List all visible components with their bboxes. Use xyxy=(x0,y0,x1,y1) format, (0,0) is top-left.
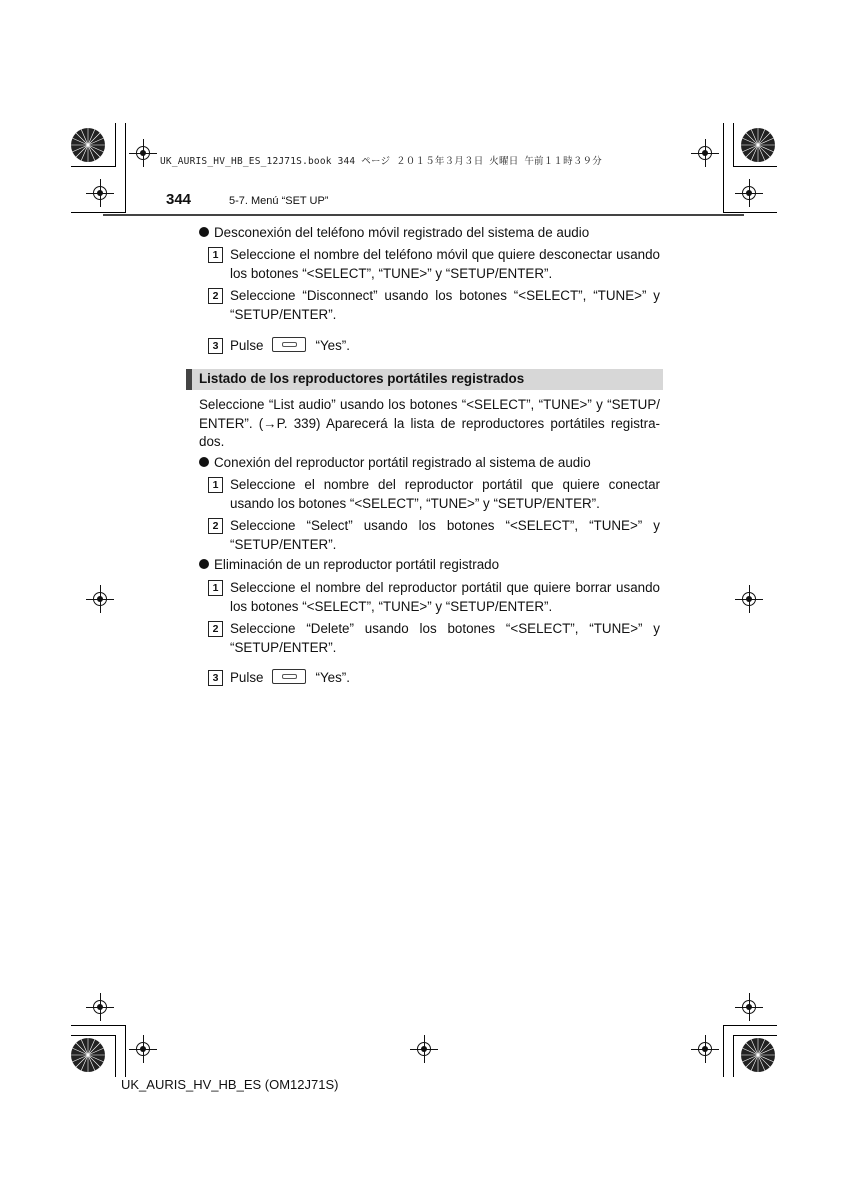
section-reference: 5-7. Menú “SET UP” xyxy=(229,195,329,207)
step-number: 3 xyxy=(208,338,223,354)
crop-mark xyxy=(115,123,116,167)
step-text: Pulse xyxy=(230,670,264,685)
step-item xyxy=(208,476,660,513)
step-number: 2 xyxy=(208,518,223,534)
crop-mark xyxy=(723,123,724,213)
crop-mark xyxy=(115,1035,116,1077)
bullet-dot-icon xyxy=(199,227,209,237)
bullet-text: Conexión del reproductor portátil registrado al sistema de audio xyxy=(214,455,591,470)
registration-mark-icon xyxy=(129,139,157,167)
step-number: 3 xyxy=(208,670,223,686)
step-item xyxy=(208,287,660,324)
crop-mark xyxy=(125,123,126,213)
step-item xyxy=(208,337,660,356)
step-text-post: “Yes”. xyxy=(315,338,350,353)
step-text: Pulse xyxy=(230,338,264,353)
bullet-item xyxy=(199,224,589,242)
registration-mark-icon xyxy=(410,1035,438,1063)
registration-mark-icon xyxy=(129,1035,157,1063)
step-item xyxy=(208,517,660,554)
bullet-text: Desconexión del teléfono móvil registrado del sistema de audio xyxy=(214,225,590,240)
registration-mark-icon xyxy=(735,993,763,1021)
step-text-post: “Yes”. xyxy=(315,670,350,685)
phone-button-icon xyxy=(272,337,306,352)
page-number: 344 xyxy=(166,191,192,208)
bullet-item xyxy=(199,556,499,574)
crop-mark xyxy=(733,166,777,167)
registration-mark-icon xyxy=(86,585,114,613)
step-text: Seleccione el nombre del reproductor portátil que quiere conectar usando los botones “<SELECT”, “TUNE>” y “SETUP/ENTER”. xyxy=(230,477,660,511)
star-target-icon xyxy=(70,127,106,163)
step-item xyxy=(208,620,660,657)
intro-paragraph: Seleccione “List audio” usando los botones “<SELECT”, “TUNE>” y “SETUP/ ENTER”. (→P. 339) Aparecerá la lista de reproductores portátiles registra- dos. xyxy=(199,397,660,449)
star-target-icon xyxy=(740,127,776,163)
step-number: 1 xyxy=(208,247,223,263)
step-item xyxy=(208,579,660,616)
registration-mark-icon xyxy=(86,179,114,207)
star-target-icon xyxy=(70,1037,106,1073)
registration-mark-icon xyxy=(86,993,114,1021)
step-text: Seleccione “Select” usando los botones “<SELECT”, “TUNE>” y “SETUP/ENTER”. xyxy=(230,518,660,552)
crop-mark xyxy=(125,1025,126,1077)
crop-mark xyxy=(733,1035,734,1077)
crop-mark xyxy=(723,212,777,213)
star-target-icon xyxy=(740,1037,776,1073)
step-number: 2 xyxy=(208,288,223,304)
registration-mark-icon xyxy=(735,179,763,207)
bullet-dot-icon xyxy=(199,559,209,569)
print-info-line: UK_AURIS_HV_HB_ES_12J71S.book 344 ページ ２０１５年３月３日 火曜日 午前１１時３９分 xyxy=(160,156,602,167)
crop-mark xyxy=(723,1025,777,1026)
crop-mark xyxy=(71,1025,125,1026)
registration-mark-icon xyxy=(691,1035,719,1063)
step-text: Seleccione “Disconnect” usando los botones “<SELECT”, “TUNE>” y “SETUP/ENTER”. xyxy=(230,288,660,322)
registration-mark-icon xyxy=(691,139,719,167)
bullet-item xyxy=(199,454,591,472)
phone-button-icon xyxy=(272,669,306,684)
section-heading-text: Listado de los reproductores portátiles registrados xyxy=(199,371,525,386)
bullet-text: Eliminación de un reproductor portátil registrado xyxy=(214,557,500,572)
step-number: 1 xyxy=(208,477,223,493)
crop-mark xyxy=(71,1035,115,1036)
registration-mark-icon xyxy=(735,585,763,613)
step-text: Seleccione el nombre del teléfono móvil que quiere desconectar usando los botones “<SELECT”, “TUNE>” y “SETUP/ENTER”. xyxy=(230,247,660,281)
step-item xyxy=(208,246,660,283)
bullet-dot-icon xyxy=(199,457,209,467)
section-heading xyxy=(186,369,663,390)
step-text: Seleccione el nombre del reproductor portátil que quiere borrar usando los botones “<SELECT”, “TUNE>” y “SETUP/ENTER”. xyxy=(230,580,660,614)
crop-mark xyxy=(733,123,734,167)
step-item xyxy=(208,669,660,688)
crop-mark xyxy=(71,212,125,213)
step-number: 2 xyxy=(208,621,223,637)
crop-mark xyxy=(733,1035,777,1036)
step-number: 1 xyxy=(208,580,223,596)
crop-mark xyxy=(71,166,115,167)
header-divider xyxy=(103,214,744,216)
crop-mark xyxy=(723,1025,724,1077)
step-text: Seleccione “Delete” usando los botones “<SELECT”, “TUNE>” y “SETUP/ENTER”. xyxy=(230,621,660,655)
document-code: UK_AURIS_HV_HB_ES (OM12J71S) xyxy=(121,1077,339,1092)
